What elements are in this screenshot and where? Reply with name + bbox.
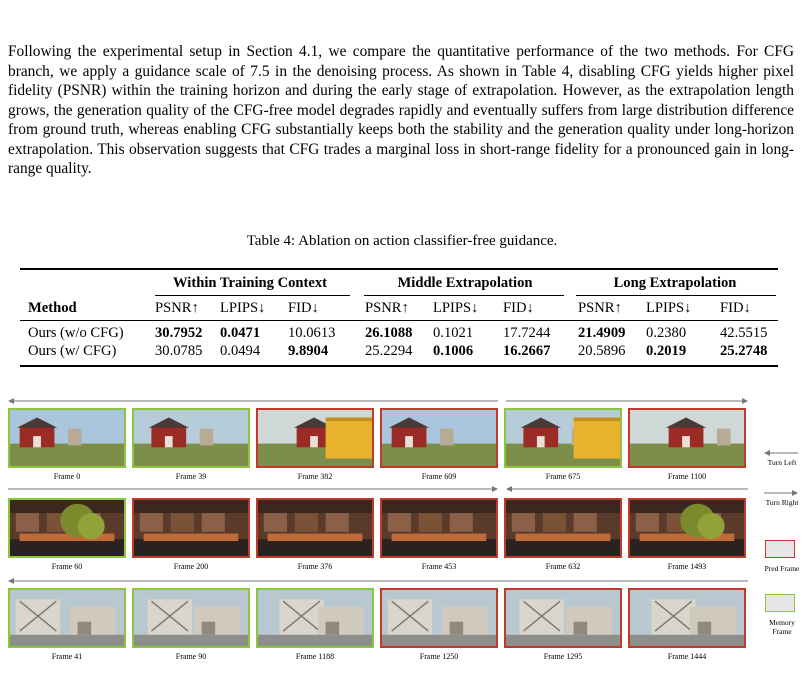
table-cell: 26.1088 [365,325,413,341]
pred-frame-thumbnail [380,588,498,648]
frame-label: Frame 1444 [667,652,707,661]
pred-frame-thumbnail [380,408,498,468]
pred-frame-thumbnail [504,588,622,648]
frame-label: Frame 453 [421,562,457,571]
metric-header-5: FID↓ [503,300,534,316]
cmidrule-middle [364,295,564,296]
turn-right-arrow-row1 [506,398,748,404]
table-cell: 0.1021 [433,325,474,341]
table-cell: 25.2294 [365,343,413,359]
memory-frame-thumbnail [8,408,126,468]
table-caption: Table 4: Ablation on action classifier-free guidance. [246,233,558,249]
memory-frame-thumbnail [132,588,250,648]
cmidrule-within [155,295,350,296]
metric-header-0: PSNR↑ [155,300,199,316]
table-mid-rule [20,320,778,321]
row-method-1: Ours (w/ CFG) [28,343,117,359]
frame-label: Frame 0 [53,472,81,481]
table-cell: 0.2380 [646,325,687,341]
table-bottom-rule [20,365,778,367]
table-top-rule [20,268,778,270]
legend-turn-left-arrow [764,450,798,456]
legend-memory-label: Memory Frame [769,618,795,636]
memory-frame-thumbnail [504,408,622,468]
legend-turn-right-arrow [764,490,798,496]
table-cell: 21.4909 [578,325,626,341]
frame-label: Frame 200 [173,562,209,571]
pred-frame-thumbnail [628,498,746,558]
frame-label: Frame 41 [51,652,83,661]
turn-left-arrow-row1 [8,398,498,404]
table-cell: 9.8904 [288,343,329,359]
table-cell: 42.5515 [720,325,768,341]
turn-right-arrow-row2 [8,486,498,492]
legend-pred-label: Pred Frame [764,564,800,573]
table-cell: 25.2748 [720,343,768,359]
legend-pred-swatch [765,540,795,558]
memory-frame-thumbnail [8,498,126,558]
memory-frame-thumbnail [8,588,126,648]
frame-label: Frame 1100 [667,472,707,481]
metric-header-4: LPIPS↓ [433,300,479,316]
table-cell: 16.2667 [503,343,551,359]
turn-left-arrow-row2 [506,486,748,492]
frame-label: Frame 376 [297,562,333,571]
table-cell: 30.0785 [155,343,203,359]
table-cell: 17.7244 [503,325,551,341]
group-header-within: Within Training Context [172,275,328,291]
pred-frame-thumbnail [256,408,374,468]
table-cell: 0.1006 [433,343,474,359]
pred-frame-thumbnail [256,498,374,558]
frame-label: Frame 609 [421,472,457,481]
legend-memory-swatch [765,594,795,612]
body-paragraph: Following the experimental setup in Section 4.1, we compare the quantitative performance of the two methods. For CFG branch, we apply a guidance scale of 7.5 in the denoising process. As shown in Table 4, disabling CFG yields higher pixel fidelity (PSNR) within the training horizon and during the early stage of extrapolation. However, as the extrapolation length grows, the generation quality of the CFG-free model degrades rapidly and eventually suffers from large distribution difference from ground truth, whereas enabling CFG substantially keeps both the stability and the generation quality under long-horizon extrapolation. This observation suggests that CFG trades a marginal loss in short-range fidelity for a pronounced gain in long-range quality. [8,43,794,177]
table-cell: 10.0613 [288,325,336,341]
table-cell: 20.5896 [578,343,626,359]
table-cell: 0.0494 [220,343,261,359]
legend-turn-left-label: Turn Left [767,458,797,467]
frame-label: Frame 1493 [667,562,707,571]
qualitative-figure [0,398,804,676]
row-method-0: Ours (w/o CFG) [28,325,124,341]
frame-label: Frame 39 [175,472,207,481]
table-cell: 30.7952 [155,325,203,341]
metric-header-2: FID↓ [288,300,319,316]
frame-label: Frame 675 [545,472,581,481]
turn-left-arrow-row3 [8,578,748,584]
group-header-middle: Middle Extrapolation [397,275,533,291]
metric-header-7: LPIPS↓ [646,300,692,316]
memory-frame-thumbnail [256,588,374,648]
frame-label: Frame 1188 [295,652,335,661]
pred-frame-thumbnail [628,588,746,648]
table-cell: 0.0471 [220,325,261,341]
metric-header-1: LPIPS↓ [220,300,266,316]
group-header-long: Long Extrapolation [613,275,737,291]
pred-frame-thumbnail [628,408,746,468]
frame-label: Frame 90 [175,652,207,661]
frame-label: Frame 382 [297,472,333,481]
legend-turn-right-label: Turn Right [765,498,799,507]
cmidrule-long [576,295,776,296]
metric-header-6: PSNR↑ [578,300,622,316]
pred-frame-thumbnail [504,498,622,558]
frame-label: Frame 1250 [419,652,459,661]
metric-header-3: PSNR↑ [365,300,409,316]
method-header: Method [28,300,77,316]
pred-frame-thumbnail [132,498,250,558]
frame-label: Frame 1295 [543,652,583,661]
memory-frame-thumbnail [132,408,250,468]
frame-label: Frame 60 [51,562,83,571]
pred-frame-thumbnail [380,498,498,558]
table-cell: 0.2019 [646,343,687,359]
frame-label: Frame 632 [545,562,581,571]
metric-header-8: FID↓ [720,300,751,316]
